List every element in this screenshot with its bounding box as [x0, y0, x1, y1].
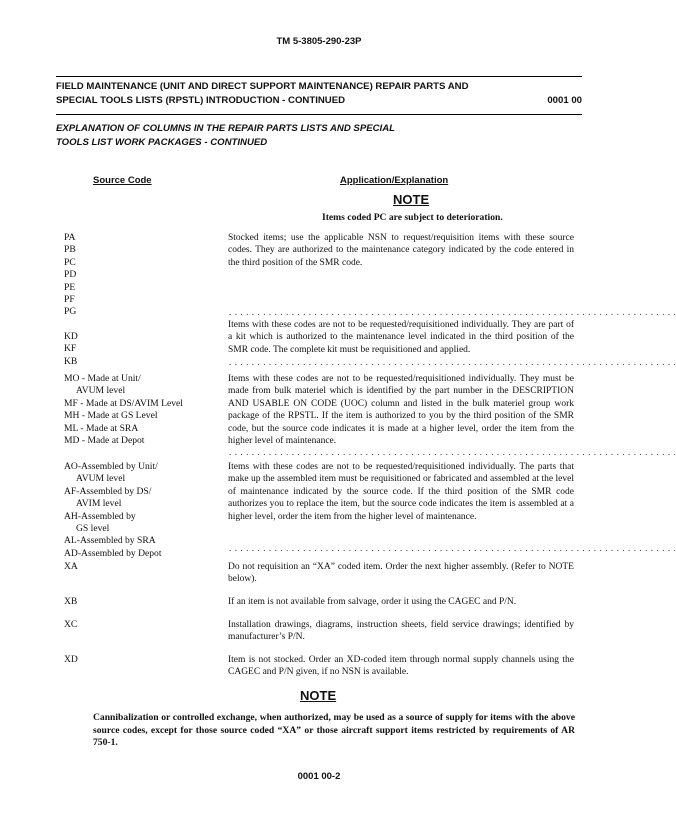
subtitle-rule [56, 114, 582, 115]
section-title-line1: FIELD MAINTENANCE (UNIT AND DIRECT SUPPORT MAINTENANCE) REPAIR PARTS AND [56, 81, 469, 92]
source-code: AVIM level [76, 498, 122, 510]
explanation-m-codes: Items with these codes are not to be requested/requisitioned individually. They must be made from bulk materiel which is identified by the part number in the DESCRIPTION AND USABLE ON CODE (UOC) column and listed in the bulk materiel group work package of the RPSTL. If the item is authorized to you by the third position of the SMR code, but the source code indicates it is made at a higher level, order the item from the higher level of maintenance. [228, 374, 574, 447]
source-code-xc: XC [64, 619, 78, 630]
tm-header: TM 5-3805-290-23P [276, 36, 362, 47]
source-codes-a [64, 461, 224, 560]
source-code: PD [64, 269, 77, 281]
explanation-k-codes: Items with these codes are not to be requested/requisitioned individually. They are part of a kit which is authorized to the maintenance level indicated in the third position of the SMR code. The complete kit must be requisitioned and applied. [228, 320, 574, 355]
source-code: AVUM level [76, 473, 126, 485]
column-header-source-code: Source Code [93, 175, 152, 186]
source-code: AH-Assembled by [64, 510, 136, 522]
subtitle-line2: TOOLS LIST WORK PACKAGES - CONTINUED [56, 137, 268, 148]
source-code: AL-Assembled by SRA [64, 535, 156, 547]
note-text: Cannibalization or controlled exchange, when authorized, may be used as a source of supply for items with the above source codes, except for those source coded “XA” or those aircraft support items restricted by requirements of AR 750-1. [93, 712, 575, 749]
explanation-a-codes: Items with these codes are not to be requested/requisitioned individually. The parts that make up the assembled item must be requisitioned or fabricated and assembled at the level of maintenance indicated by the source code. If the third position of the SMR code authorizes you to replace the item, but the source code indicates the item is assembled at a higher level, order the item from the higher level of maintenance. [228, 462, 574, 522]
source-code: KD [64, 331, 78, 342]
dot-leader: . . . . . . . . . . . . . . . . . . . . . . . . . . . . . . . . . . . . . . . . . . . . . . . . . . . . . . . . . . . . . . . . . . . . . . . . . . . . . . . [229, 543, 676, 553]
dot-leader: . . . . . . . . . . . . . . . . . . . . . . . . . . . . . . . . . . . . . . . . . . . . . . . . . . . . . . . . . . . . . . . . . . . . . . . . . . . . . . . [229, 307, 676, 317]
source-code: MD - Made at Depot [64, 435, 145, 447]
source-code: PF [64, 294, 75, 306]
explanation-xb: If an item is not available from salvage, order it using the CAGEC and P/N. [228, 597, 517, 607]
note-heading: NOTE [393, 192, 430, 207]
explanation-xa: Do not requisition an “XA” coded item. Order the next higher assembly. (Refer to NOTE below). [228, 562, 574, 585]
source-code: AF-Assembled by DS/ [64, 485, 152, 497]
source-code: KF [64, 343, 77, 355]
title-rule [56, 76, 582, 77]
source-code-xa: XA [64, 561, 78, 572]
source-code: MO - Made at Unit/ [64, 373, 141, 384]
section-title-line2: SPECIAL TOOLS LISTS (RPSTL) INTRODUCTION - CONTINUED [56, 94, 346, 106]
dot-leader: . . . . . . . . . . . . . . . . . . . . . . . . . . . . . . . . . . . . . . . . . . . . . . . . . . . . . . . . . . . . . . . . . . . . . . . . . . . . . . . [229, 357, 676, 367]
source-code: KB [64, 355, 78, 367]
source-code: MH - Made at GS Level [64, 410, 158, 422]
source-code-xb: XB [64, 596, 78, 607]
source-code: PE [64, 281, 76, 293]
column-header-application: Application/Explanation [340, 175, 449, 186]
note-heading: NOTE [300, 688, 337, 703]
source-code: AVUM level [76, 385, 126, 397]
source-code: PB [64, 244, 76, 256]
source-codes-k [64, 331, 224, 368]
source-code: MF - Made at DS/AVIM Level [64, 397, 183, 409]
source-code: PG [64, 306, 77, 318]
section-title [56, 80, 582, 107]
source-codes-p [64, 232, 224, 319]
source-code: PC [64, 256, 76, 268]
dot-leader: . . . . . . . . . . . . . . . . . . . . . . . . . . . . . . . . . . . . . . . . . . . . . . . . . . . . . . . . . . . . . . . . . . . . . . . . . . . . . . . [229, 447, 676, 457]
subtitle-line1: EXPLANATION OF COLUMNS IN THE REPAIR PARTS LISTS AND SPECIAL [56, 123, 395, 134]
explanation-p-codes: Stocked items; use the applicable NSN to request/requisition items with these source codes. They are authorized to the maintenance category indicated by the code entered in the third position of the SMR code. [228, 233, 574, 268]
source-codes-m [64, 373, 224, 447]
note-text: Items coded PC are subject to deterioration. [322, 212, 503, 223]
source-code: AD-Assembled by Depot [64, 547, 162, 559]
source-code: AO-Assembled by Unit/ [64, 461, 158, 472]
source-code: GS level [76, 523, 110, 535]
explanation-xd: Item is not stocked. Order an XD-coded item through normal supply channels using the CAGEC and P/N given, if no NSN is available. [228, 655, 574, 678]
explanation-xc: Installation drawings, diagrams, instruction sheets, field service drawings; identified by manufacturer’s P/N. [228, 620, 574, 643]
source-code: ML - Made at SRA [64, 422, 139, 434]
work-package-number: 0001 00 [547, 94, 582, 106]
source-code-xd: XD [64, 654, 78, 665]
subtitle [56, 122, 582, 150]
source-code: PA [64, 232, 76, 243]
page-number: 0001 00-2 [297, 771, 341, 782]
